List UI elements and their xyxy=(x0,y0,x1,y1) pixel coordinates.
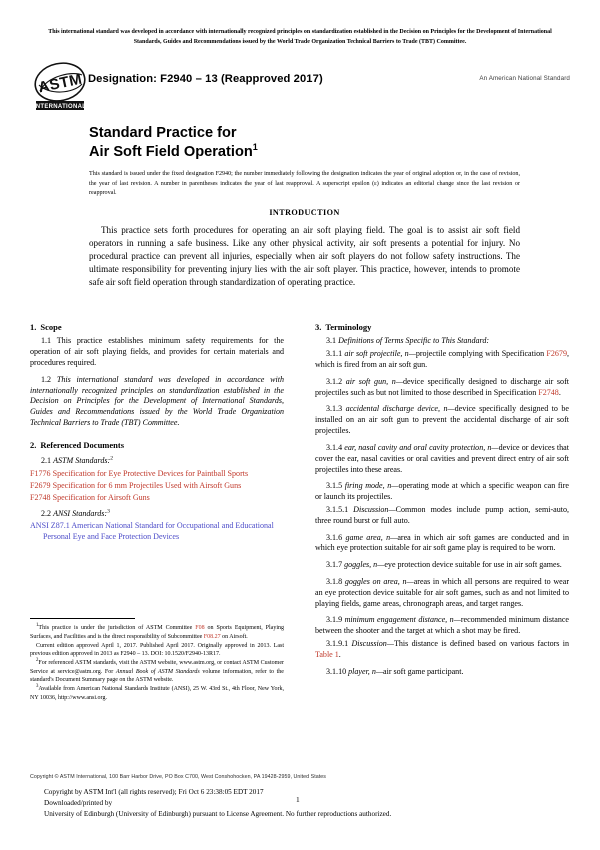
introduction-heading: INTRODUCTION xyxy=(269,208,340,217)
title-block xyxy=(89,124,519,162)
right-column xyxy=(315,322,569,680)
footnote-1 xyxy=(30,624,284,641)
committee-f08-link[interactable]: F08 xyxy=(195,625,205,631)
term-entry-3-1-5 xyxy=(315,481,569,503)
ansi-sub-number: 2.2 xyxy=(41,508,52,518)
footnote-2 xyxy=(30,659,284,685)
term-name: firing mode, n— xyxy=(344,481,399,491)
term-name: ear, nasal cavity and oral cavity protection, n— xyxy=(344,442,499,452)
term-name: accidental discharge device, n— xyxy=(345,404,455,414)
term-number: 3.1.1 xyxy=(326,349,343,359)
term-def-pre: projectile complying with Specification xyxy=(415,349,547,359)
astm-standards-subheading xyxy=(30,456,284,467)
term-number: 3.1.10 xyxy=(326,666,347,676)
inline-reference-link[interactable]: F2679 xyxy=(546,349,567,359)
download-line-2: Downloaded/printed by xyxy=(44,798,113,807)
copyright-line: Copyright © ASTM International, 100 Barr Harbor Drive, PO Box C700, West Conshohocken, PA 19428-2959, United States xyxy=(30,774,326,780)
term-def-pre: air soft game participant. xyxy=(383,666,464,676)
footnote-2-marker: 2 xyxy=(36,658,39,664)
term-entry-3-1-9 xyxy=(315,615,569,637)
ref-id: F2748 xyxy=(30,492,51,502)
designation-row xyxy=(30,62,570,114)
title-footnote-marker: 1 xyxy=(252,141,258,152)
term-entry-3-1-7 xyxy=(315,560,569,571)
svg-text:ASTM: ASTM xyxy=(36,70,84,97)
term-number: 3.1.9.1 xyxy=(326,639,349,649)
reference-link-f2748[interactable] xyxy=(30,493,284,504)
reference-link-f2679[interactable] xyxy=(30,481,284,492)
terminology-title: Terminology xyxy=(325,322,372,332)
footnote-1-a: This practice is under the jurisdiction of ASTM Committee xyxy=(38,625,196,631)
term-def-post: . xyxy=(558,387,561,397)
terminology-number: 3. xyxy=(315,322,322,332)
term-name: Discussion— xyxy=(353,504,396,514)
term-name: air soft projectile, n— xyxy=(344,349,416,359)
reference-link-f1776[interactable] xyxy=(30,469,284,480)
term-name: Discussion— xyxy=(351,639,394,649)
title-line-1: Standard Practice for xyxy=(89,125,237,141)
term-entry-3-1-5-1 xyxy=(315,505,569,527)
term-def-post: . xyxy=(338,649,341,659)
ref-title: American National Standard for Occupational and Educational Personal Eye and Face Protection Devices xyxy=(43,521,274,542)
term-entry-3-1-4 xyxy=(315,443,569,475)
astm-sub-title: ASTM Standards: xyxy=(53,456,111,466)
scope-1-1-number: 1.1 xyxy=(41,336,52,346)
term-def-pre: device specifically designed to be installed on an air soft gun to prevent the accidental discharge of air soft projectiles. xyxy=(315,404,569,436)
referenced-documents-heading xyxy=(30,440,284,451)
term-def-pre: Common modes include pump action, semi-auto, three round burst or full auto. xyxy=(315,504,569,525)
download-line-3: University of Edinburgh (University of Edinburgh) pursuant to License Agreement. No further reproductions authorized. xyxy=(44,809,392,818)
scope-heading xyxy=(30,322,284,333)
astm-logo xyxy=(32,62,90,112)
term-name: goggles, n— xyxy=(344,560,385,570)
term-def-pre: recommended minimum distance between the shooter and the target at which a shot may be fired. xyxy=(315,615,570,636)
ref-id: F1776 xyxy=(30,469,51,479)
term-def-pre: operating mode at which a specific weapon can fire or launch its projectiles. xyxy=(315,481,569,502)
term-number: 3.1.6 xyxy=(326,532,343,542)
footnote-2-b: volume information, refer to the standard's Document Summary page on the ASTM website. xyxy=(30,668,284,684)
footnote-2-italic: Annual Book of ASTM Standards xyxy=(115,668,200,675)
term-entry-3-1-8 xyxy=(315,577,569,609)
term-sub-number: 3.1 xyxy=(326,336,337,346)
footnote-2-a: For referenced ASTM standards, visit the ASTM website, www.astm.org, or contact ASTM Customer Service at service@astm.org. For xyxy=(30,660,284,675)
scope-1-1-text: This practice establishes minimum safety requirements for the operation of air soft playing fields, and provides for certain materials and procedures required. xyxy=(30,336,284,368)
term-number: 3.1.5 xyxy=(326,481,343,491)
term-entry-3-1-6 xyxy=(315,533,569,555)
scope-paragraph-1-2 xyxy=(30,375,284,429)
footnote-3-marker: 3 xyxy=(36,684,39,690)
term-name: player, n— xyxy=(348,666,384,676)
term-entry-3-1-9-1 xyxy=(315,639,569,661)
tbt-notice: This international standard was developed in accordance with internationally recognized principles on standardization established in the Decision on Principles for the Development of International Standards, Guides and Recommendations issued by the World Trade Organization Technical Barriers to Trade (TBT) Committee. xyxy=(48,29,552,45)
footnote-1-marker: 1 xyxy=(36,623,39,628)
scope-paragraph-1-1 xyxy=(30,336,284,368)
terminology-subheading xyxy=(315,336,569,347)
term-number: 3.1.2 xyxy=(326,376,343,386)
term-def-pre: areas in which all persons are required to wear an eye protection device suitable for air soft games, such as and not limited to playing fields, game areas, chronograph areas, and target ranges. xyxy=(315,577,569,608)
footnote-3 xyxy=(30,685,284,702)
term-number: 3.1.7 xyxy=(326,560,343,570)
term-number: 3.1.4 xyxy=(326,442,343,452)
ref-title: Specification for Eye Protective Devices for Paintball Sports xyxy=(52,469,249,479)
astm-sub-footnote-marker: 2 xyxy=(110,455,114,462)
scope-1-2-number: 1.2 xyxy=(41,374,52,384)
ansi-standards-subheading xyxy=(30,509,284,520)
term-def-pre: device or devices that cover the ear, nasal cavities or oral cavities and prevent direct entry of air soft projectiles into these areas. xyxy=(315,442,569,474)
footnotes-block xyxy=(30,624,284,703)
ref-id: ANSI Z87.1 xyxy=(30,521,70,531)
term-number: 3.1.8 xyxy=(326,577,343,587)
ref-id: F2679 xyxy=(30,480,51,490)
term-def-pre: eye protection device suitable for use in air soft games. xyxy=(384,560,562,570)
term-def-pre: area in which air soft games are conducted and in which eye protection suitable for air soft game play is required to be worn. xyxy=(315,532,569,553)
scope-title: Scope xyxy=(40,322,62,332)
term-sub-title: Definitions of Terms Specific to This Standard: xyxy=(338,336,490,346)
subcommittee-f08-27-link[interactable]: F08.27 xyxy=(203,633,221,640)
footnote-1-b: on Sports Equipment, Playing Surfaces, and Facilities and is the direct responsibility of Subcommittee xyxy=(30,625,285,640)
term-name: minimum engagement distance, n— xyxy=(344,615,461,625)
designation-label: Designation: F2940 – 13 (Reapproved 2017) xyxy=(88,73,323,85)
terminology-heading xyxy=(315,322,569,333)
term-def-pre: device specifically designed to discharge air soft projectiles such as but not limited to those described in Specification xyxy=(315,376,569,397)
scope-number: 1. xyxy=(30,322,37,332)
term-entry-3-1-3 xyxy=(315,404,569,436)
footnote-edition-info: Current edition approved April 1, 2017. Published April 2017. Originally approved in 2013. Last previous edition approved in 2013 as F2940 – 13. DOI: 10.1520/F2940-13R17. xyxy=(30,642,284,658)
footnote-3-text: Available from American National Standards Institute (ANSI), 25 W. 43rd St., 4th Floor, New York, NY 10036, http://www.ansi.org. xyxy=(30,686,284,701)
page-title xyxy=(89,124,519,162)
term-name: goggles on area, n— xyxy=(344,577,414,587)
title-line-2: Air Soft Field Operation xyxy=(89,143,253,160)
term-name: air soft gun, n— xyxy=(345,376,403,386)
download-line-1: Copyright by ASTM Int'l (all rights reserved); Fri Oct 6 23:38:05 EDT 2017 xyxy=(44,788,264,796)
inline-reference-link[interactable]: F2748 xyxy=(538,387,559,397)
download-stamp xyxy=(44,787,544,820)
reference-link-ansi-z87-1[interactable] xyxy=(30,521,284,543)
ansi-sub-title: ANSI Standards: xyxy=(53,508,108,518)
footnote-1-c: on Airsoft. xyxy=(220,633,248,640)
ref-title: Specification for 6 mm Projectiles Used with Airsoft Guns xyxy=(52,480,242,490)
term-number: 3.1.9 xyxy=(326,615,343,625)
introduction-body: This practice sets forth procedures for operating an air soft playing field. The goal is to assist air soft field operators in running a safe business. Like any other physical activity, air soft presents a potential for injury. No procedural practice can prevent all injuries, especially when air soft players do not follow safety instructions. The ultimate responsibility for preventing injury lies with the air soft player. This practice, however, intends to promote safe air soft field operation through standardization of operating practice. xyxy=(89,225,520,287)
national-standard-label: An American National Standard xyxy=(479,75,570,82)
term-entry-3-1-10 xyxy=(315,667,569,678)
ref-title: Specification for Airsoft Guns xyxy=(52,492,150,502)
refdocs-number: 2. xyxy=(30,439,37,450)
table-1-link[interactable]: Table 1 xyxy=(315,649,339,659)
left-column xyxy=(30,322,284,544)
term-entry-3-1-1 xyxy=(315,349,569,371)
term-name: game area, n— xyxy=(345,532,398,542)
term-def-post: , which is fired from an air soft gun. xyxy=(315,349,569,370)
astm-sub-number: 2.1 xyxy=(41,456,52,466)
term-def-pre: This distance is defined based on various factors in xyxy=(393,639,569,649)
term-entry-3-1-2 xyxy=(315,377,569,399)
term-number: 3.1.3 xyxy=(326,404,343,414)
footnote-divider xyxy=(30,618,135,619)
ansi-sub-footnote-marker: 3 xyxy=(107,507,110,514)
scope-1-2-text: This international standard was developed in accordance with internationally recognized principles on standardization established in the Decision on Principles for the Development of International Standards, Guides and Recommendations issued by the World Trade Organization Technical Barriers to Trade (TBT) Committee. xyxy=(30,374,284,428)
svg-text:INTERNATIONAL: INTERNATIONAL xyxy=(33,104,87,110)
page-number: 1 xyxy=(296,795,300,804)
refdocs-title: Referenced Documents xyxy=(40,439,125,450)
term-number: 3.1.5.1 xyxy=(326,504,349,514)
issuance-note: This standard is issued under the fixed designation F2940; the number immediately following the designation indicates the year of original adoption or, in the case of revision, the year of last revision. A number in parentheses indicates the year of last reapproval. A superscript epsilon (ε) indicates an editorial change since the last revision or reapproval. xyxy=(89,171,520,197)
